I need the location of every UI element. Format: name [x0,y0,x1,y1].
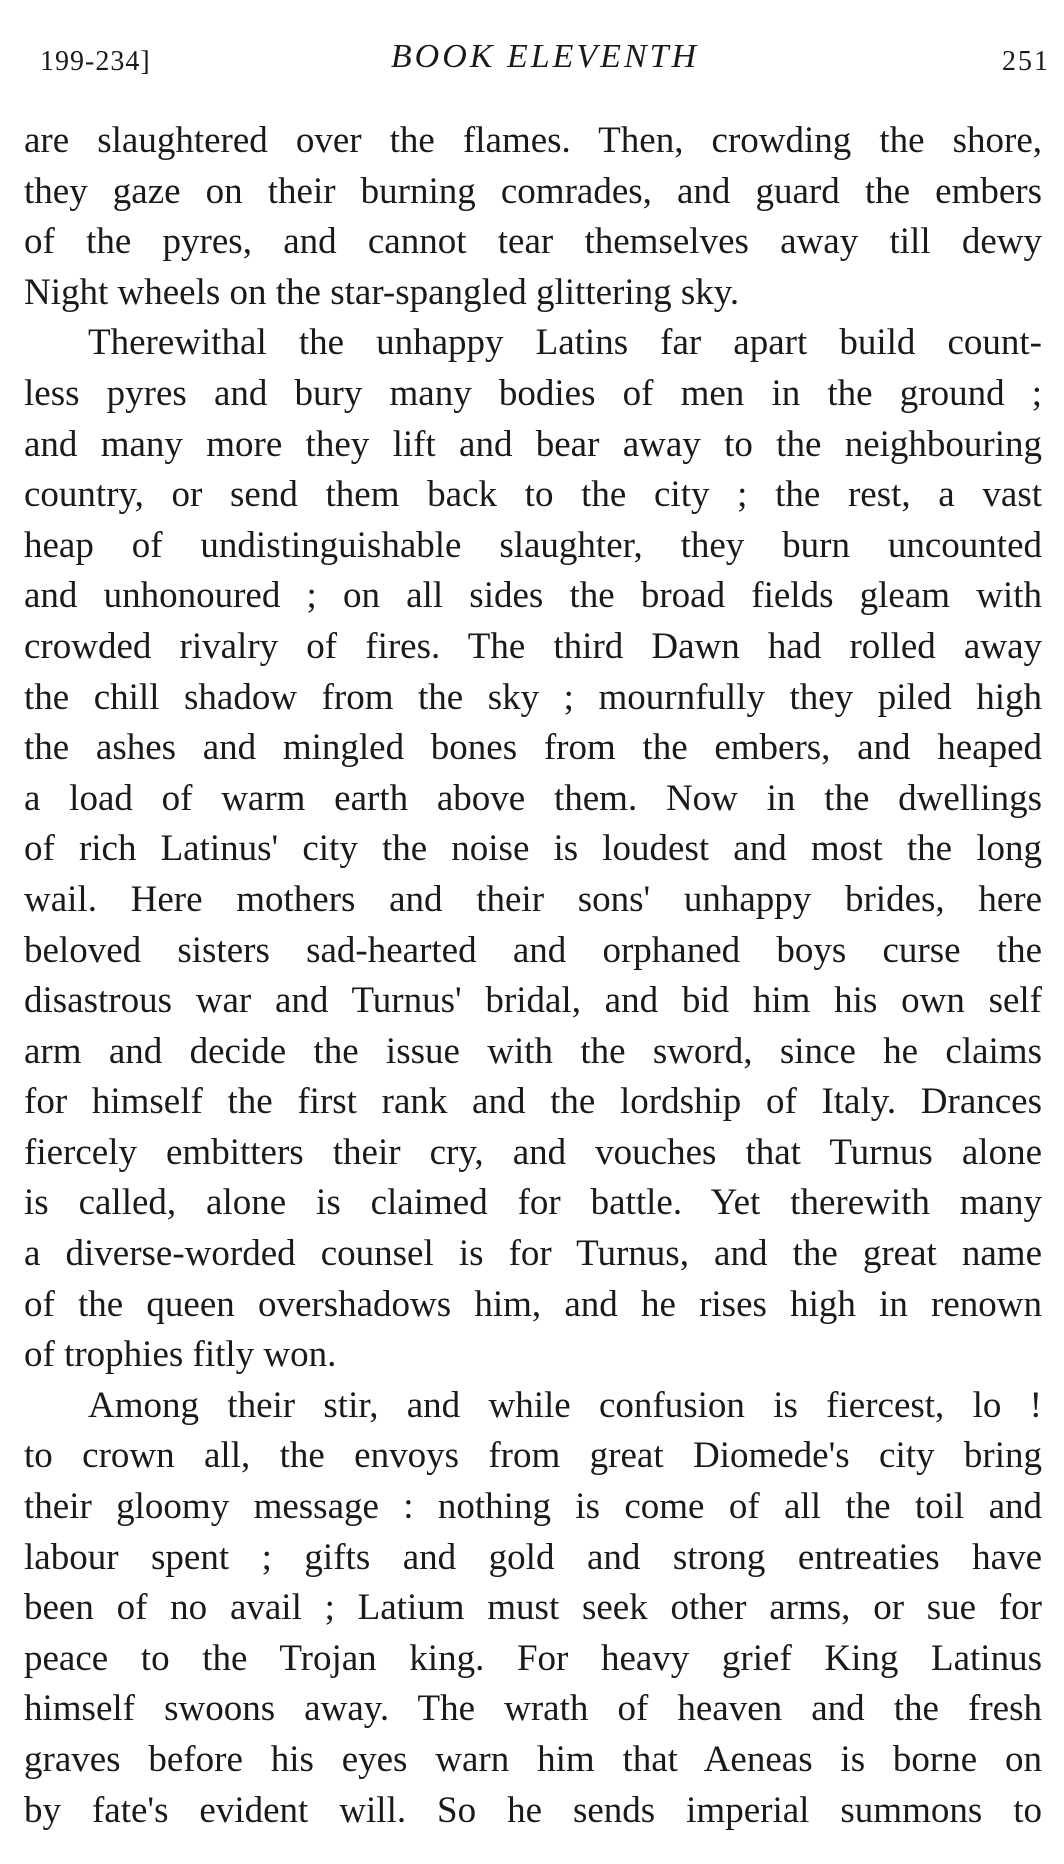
page-number: 251 [1002,46,1050,77]
text-line: Night wheels on the star-spangled glittering sky. [24,271,740,313]
text-line: less pyres and bury many bodies of men in the ground ; [24,372,1042,414]
text-line: of rich Latinus' city the noise is loudest and most the long [24,828,1042,870]
line-range: 199-234] [40,46,151,77]
text-line: heap of undistinguishable slaughter, they burn uncounted [24,524,1042,566]
text-line: of the pyres, and cannot tear themselves away till dewy [24,221,1042,263]
text-line: a load of warm earth above them. Now in the dwellings [24,777,1042,819]
text-line: is called, alone is claimed for battle. Yet therewith many [24,1182,1042,1224]
text-line: and unhonoured ; on all sides the broad fields gleam with [24,575,1042,617]
text-line: beloved sisters sad-hearted and orphaned boys curse the [24,929,1042,971]
text-line: a diverse-worded counsel is for Turnus, and the great name [24,1233,1042,1275]
text-line: and many more they lift and bear away to the neighbouring [24,423,1042,465]
text-line: the ashes and mingled bones from the embers, and heaped [24,727,1042,769]
text-line: country, or send them back to the city ; the rest, a vast [24,474,1042,516]
running-head [40,38,1050,88]
text-line: labour spent ; gifts and gold and strong entreaties have [24,1536,1042,1578]
text-line: they gaze on their burning comrades, and guard the embers [24,170,1042,212]
text-line: arm and decide the issue with the sword, since he claims [24,1030,1042,1072]
text-line: the chill shadow from the sky ; mournfully they piled high [24,676,1042,718]
text-line: for himself the first rank and the lordship of Italy. Drances [24,1081,1042,1123]
text-line: to crown all, the envoys from great Diomede's city bring [24,1435,1042,1477]
text-line: their gloomy message : nothing is come of all the toil and [24,1486,1042,1528]
text-line: Therewithal the unhappy Latins far apart build count- [88,322,1042,364]
body-text [24,116,1042,1836]
text-line: graves before his eyes warn him that Aeneas is borne on [24,1739,1042,1780]
text-line: peace to the Trojan king. For heavy grief King Latinus [24,1637,1042,1679]
book-title: BOOK ELEVENTH [390,38,700,75]
text-line: fiercely embitters their cry, and vouches that Turnus alone [24,1131,1042,1173]
text-line: by fate's evident will. So he sends imperial summons to [24,1789,1042,1831]
text-line: crowded rivalry of fires. The third Dawn had rolled away [24,625,1042,667]
text-line: disastrous war and Turnus' bridal, and bid him his own self [24,980,1042,1022]
text-line: wail. Here mothers and their sons' unhappy brides, here [24,878,1042,920]
text-line: himself swoons away. The wrath of heaven and the fresh [24,1688,1042,1730]
text-line: been of no avail ; Latium must seek other arms, or sue for [24,1587,1042,1629]
text-line: of trophies fitly won. [24,1334,337,1376]
text-line: Among their stir, and while confusion is fiercest, lo ! [88,1384,1042,1426]
text-line: of the queen overshadows him, and he rises high in renown [24,1283,1042,1325]
text-line: are slaughtered over the flames. Then, crowding the shore, [24,120,1042,161]
